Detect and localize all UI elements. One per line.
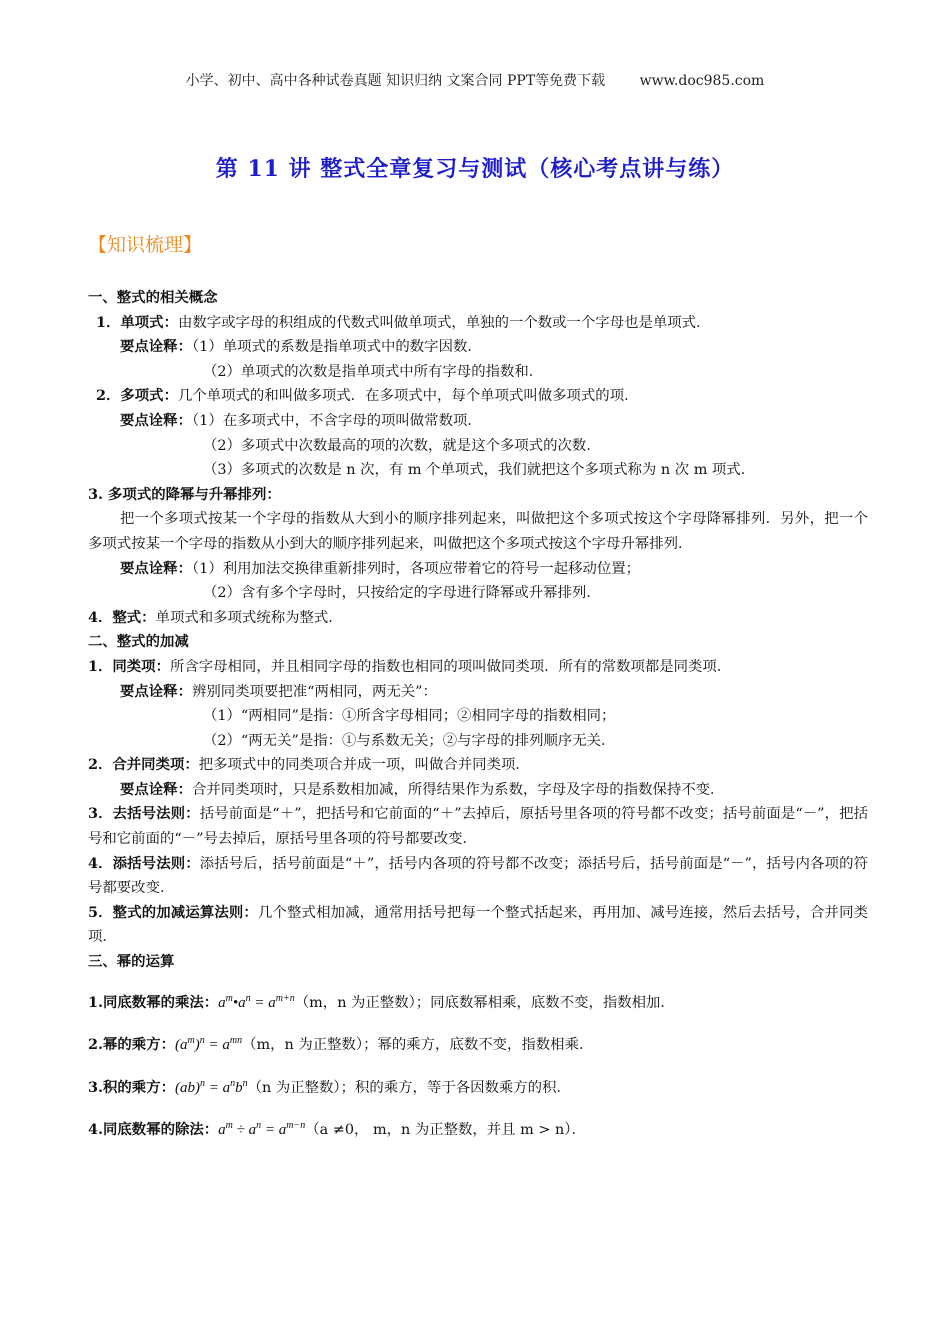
label: 2.幂的乘方： [88, 1036, 175, 1054]
label: 1.同底数幂的乘法： [88, 993, 219, 1011]
label: 2．多项式： [96, 387, 178, 405]
note: （1）单项式的系数是指单项式中的数字因数． [191, 339, 482, 356]
note: （1）利用加法交换律重新排列时，各项应带着它的符号一起移动位置； [191, 560, 641, 577]
header-text: 小学、初中、高中各种试卷真题 知识归纳 文案合同 PPT等免费下载 [185, 73, 606, 89]
s1-item-2-note [88, 409, 868, 434]
note-label: 要点诠释： [120, 338, 192, 356]
section-3-heading: 三、幂的运算 [88, 953, 175, 971]
s1-item-2-note2: （2）多项式中次数最高的项的次数，就是这个多项式的次数． [203, 437, 601, 454]
note-label: 要点诠释： [120, 780, 192, 798]
s2-item-1-note [88, 680, 868, 705]
text: 由数字或字母的积组成的代数式叫做单项式，单独的一个数或一个字母也是单项式． [177, 314, 711, 331]
s2-item-1-note2: （2）“两无关”是指：①与系数无关；②与字母的排列顺序无关． [203, 732, 616, 749]
label: 5．整式的加减运算法则： [88, 903, 258, 921]
text: （n 为正整数）；积的乘方，等于各因数乘方的积． [247, 1079, 571, 1096]
s1-item-3-note2: （2）含有多个字母时，只按给定的字母进行降幂或升幂排列． [203, 585, 601, 602]
text: 把多项式中的同类项合并成一项，叫做合并同类项． [198, 757, 530, 774]
formula-3-expr: $(ab)^n = a^nb^n$ [174, 1077, 248, 1096]
formula-4 [88, 1114, 868, 1143]
s1-item-1-note2: （2）单项式的次数是指单项式中所有字母的指数和． [203, 363, 544, 380]
content [88, 286, 868, 1143]
text: 几个单项式的和叫做多项式．在多项式中，每个单项式叫做多项式的项． [177, 388, 639, 405]
note: 合并同类项时，只是系数相加减，所得结果作为系数，字母及字母的指数保持不变． [191, 781, 725, 798]
section-tag: 【知识梳理】 [88, 234, 203, 256]
s1-item-3-text: 把一个多项式按某一个字母的指数从大到小的顺序排列起来，叫做把这个多项式按这个字母降幂排列．另外，把一个多项式按某一个字母的指数从小到大的顺序排列起来，叫做把这个多项式按这个字母升幂排列． [88, 511, 868, 552]
s2-item-2 [88, 753, 868, 778]
note: （1）在多项式中，不含字母的项叫做常数项． [191, 412, 482, 429]
s2-item-4 [88, 852, 868, 901]
s2-item-1-note1: （1）“两相同”是指：①所含字母相同；②相同字母的指数相同； [203, 708, 616, 725]
s2-item-2-note [88, 778, 868, 803]
text: （m，n 为正整数）；幂的乘方，底数不变，指数相乘． [242, 1037, 594, 1054]
s1-item-3-label: 3. 多项式的降幂与升幂排列： [88, 485, 281, 503]
formula-3 [88, 1072, 868, 1101]
formula-1-expr: $a^m•a^n = a^{m+n}$ [218, 992, 295, 1011]
s1-item-2-note3: （3）多项式的次数是 n 次，有 m 个单项式，我们就把这个多项式称为 n 次 m 项式． [203, 462, 756, 479]
section-2-heading: 二、整式的加减 [88, 633, 189, 651]
s1-item-1-note [88, 335, 868, 360]
text: 添括号后，括号前面是“＋”，括号内各项的符号都不改变；添括号后，括号前面是“－”，括号内各项的符号都要改变． [88, 855, 868, 897]
label: 2．合并同类项： [88, 756, 199, 774]
s1-item-2 [88, 384, 868, 409]
s2-item-3 [88, 802, 868, 851]
note-label: 要点诠释： [120, 411, 192, 429]
label: 4．添括号法则： [88, 854, 200, 872]
label: 1．同类项： [88, 657, 170, 675]
page-title: 第 11 讲 整式全章复习与测试（核心考点讲与练） [215, 156, 735, 182]
page-header [0, 70, 950, 90]
formula-4-expr: $a^m \div a^n = a^{m-n}$ [218, 1120, 306, 1139]
section-1-heading: 一、整式的相关概念 [88, 289, 218, 306]
formula-1 [88, 987, 868, 1016]
label: 3.积的乘方： [88, 1078, 175, 1096]
label: 4.同底数幂的除法： [88, 1121, 219, 1139]
s2-item-1 [88, 655, 868, 680]
label: 1．单项式： [96, 313, 178, 331]
s1-item-1 [88, 311, 868, 336]
text: 单项式和多项式统称为整式． [155, 609, 343, 626]
text: 几个整式相加减，通常用括号把每一个整式括起来，再用加、减号连接，然后去括号，合并同类项． [88, 904, 868, 946]
label: 3．去括号法则： [88, 805, 200, 823]
text: （m，n 为正整数）；同底数幂相乘，底数不变，指数相加． [294, 994, 675, 1011]
s1-item-3-note [88, 557, 868, 582]
s2-item-5 [88, 901, 868, 950]
formula-2-expr: $(a^m)^n = a^{mn}$ [174, 1035, 243, 1054]
formula-2 [88, 1029, 868, 1058]
text: 所含字母相同，并且相同字母的指数也相同的项叫做同类项．所有的常数项都是同类项． [169, 658, 732, 675]
note: 辨别同类项要把准“两相同，两无关”： [191, 683, 437, 700]
note-label: 要点诠释： [120, 682, 192, 700]
header-site: www.doc985.com [639, 73, 765, 89]
text: （a ≠0， m，n 为正整数，并且 m > n）． [305, 1122, 586, 1139]
text: 括号前面是“＋”，把括号和它前面的“＋”去掉后，原括号里各项的符号都不改变；括号前面是“－”，把括号和它前面的“－”号去掉后，原括号里各项的符号都要改变． [88, 806, 868, 848]
label: 4．整式： [88, 608, 156, 626]
s1-item-4 [88, 606, 868, 631]
note-label: 要点诠释： [120, 559, 192, 577]
